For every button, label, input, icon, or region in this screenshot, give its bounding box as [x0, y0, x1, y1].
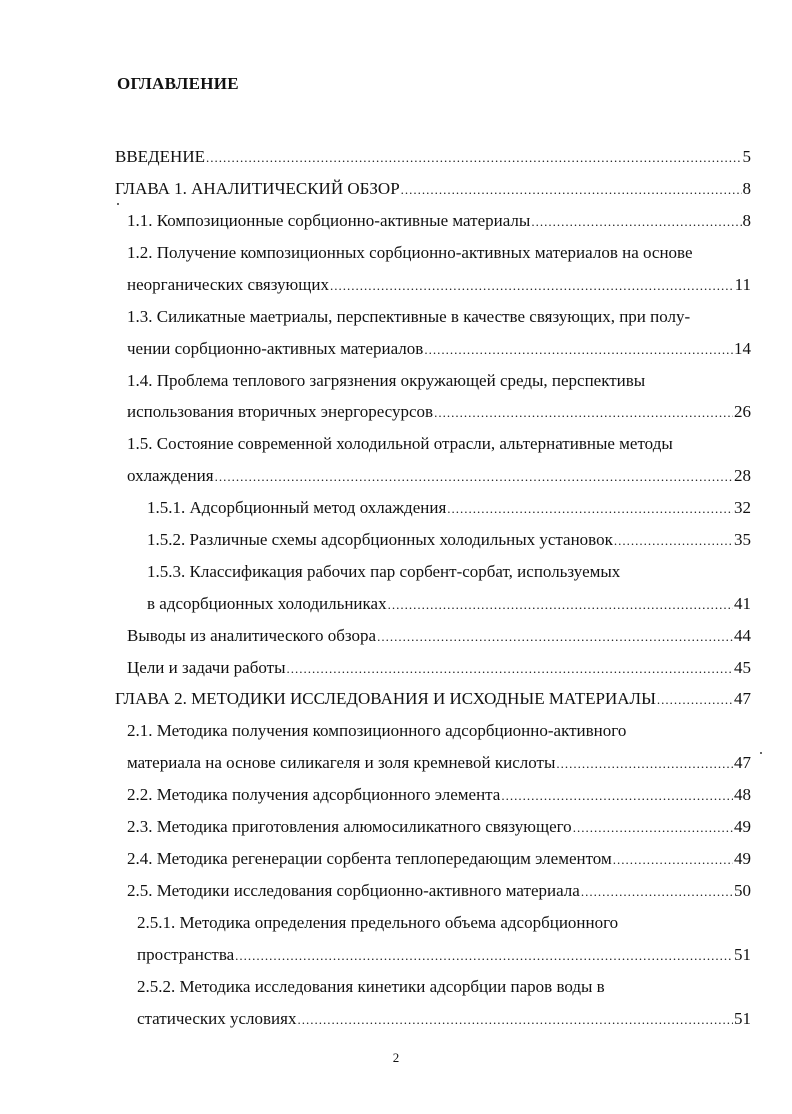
toc-entry-1-2[interactable]	[127, 274, 751, 297]
toc-entry-1-4-line1[interactable]: 1.4. Проблема теплового загрязнения окружающей среды, перспективы	[127, 371, 646, 390]
leader-dots	[657, 688, 733, 711]
leader-dots	[377, 625, 733, 648]
toc-page-number: 45	[734, 658, 751, 677]
toc-page-number: 51	[734, 1009, 751, 1028]
toc-page-number: 51	[734, 945, 751, 964]
toc-entry-1-5-1[interactable]	[147, 497, 751, 520]
leader-dots	[287, 657, 734, 680]
toc-page-number: 35	[734, 530, 751, 549]
leader-dots	[614, 529, 733, 552]
toc-entry-1-2-line1[interactable]: 1.2. Получение композиционных сорбционно-активных материалов на основе	[127, 243, 693, 262]
toc-page-number: 8	[742, 211, 751, 230]
toc-entry-text: использования вторичных энергоресурсов	[127, 402, 434, 421]
toc-entry-2-5[interactable]	[127, 880, 751, 903]
toc-entry-text: 2.2. Методика получения адсорбционного элемента	[127, 785, 501, 804]
toc-page-number: 47	[734, 753, 751, 772]
toc-entry-1-3[interactable]	[127, 338, 751, 361]
toc-entry-text: пространства	[137, 945, 235, 964]
toc-entry-text: 2.3. Методика приготовления алюмосиликатного связующего	[127, 817, 572, 836]
leader-dots	[501, 784, 733, 807]
toc-entry-text: в адсорбционных холодильниках	[147, 594, 387, 613]
toc-entry-2-5-1[interactable]	[137, 944, 751, 967]
toc-entry-2-5-2-line1[interactable]: 2.5.2. Методика исследования кинетики адсорбции паров воды в	[137, 977, 605, 996]
leader-dots	[531, 210, 741, 233]
toc-page-number: 41	[734, 594, 751, 613]
toc-entry-2-4[interactable]	[127, 848, 751, 871]
toc-page-number: 14	[734, 339, 751, 358]
leader-dots	[215, 465, 733, 488]
toc-page-number: 47	[734, 689, 751, 708]
toc-page-number: 8	[742, 179, 751, 198]
leader-dots	[388, 593, 733, 616]
toc-entry-text: ГЛАВА 1. АНАЛИТИЧЕСКИЙ ОБЗОР	[115, 179, 400, 198]
leader-dots	[206, 146, 742, 169]
toc-entry-chapter-1[interactable]	[115, 178, 751, 201]
leader-dots	[297, 1008, 733, 1031]
toc-entry-2-1-line1[interactable]: 2.1. Методика получения композиционного адсорбционно-активного	[127, 721, 627, 740]
leader-dots	[330, 274, 734, 297]
page-number: 2	[392, 1050, 400, 1065]
toc-entry-1-5-line1[interactable]: 1.5. Состояние современной холодильной отрасли, альтернативные методы	[127, 434, 673, 453]
toc-entry-2-5-1-line1[interactable]: 2.5.1. Методика определения предельного объема адсорбционного	[137, 913, 619, 932]
toc-entry-text: ГЛАВА 2. МЕТОДИКИ ИССЛЕДОВАНИЯ И ИСХОДНЫЕ МАТЕРИАЛЫ	[115, 689, 656, 708]
toc-page-number: 28	[734, 466, 751, 485]
toc-entry-2-2[interactable]	[127, 784, 751, 807]
toc-entry-2-1[interactable]	[127, 752, 751, 775]
toc-entry-text: 2.5. Методики исследования сорбционно-активного материала	[127, 881, 580, 900]
toc-page-number: 44	[734, 626, 751, 645]
toc-entry-chapter-2[interactable]	[115, 688, 751, 711]
toc-entry-1-5-2[interactable]	[147, 529, 751, 552]
toc-entry-text: 1.5.1. Адсорбционный метод охлаждения	[147, 498, 447, 517]
leader-dots	[556, 752, 733, 775]
toc-entry-2-5-2[interactable]	[137, 1008, 751, 1031]
leader-dots	[434, 401, 733, 424]
toc-entry-text: 1.5.2. Различные схемы адсорбционных холодильных установок	[147, 530, 613, 549]
toc-page-number: 5	[742, 147, 751, 166]
toc-entry-1-3-line1[interactable]: 1.3. Силикатные маетриалы, перспективные в качестве связующих, при полу-	[127, 307, 691, 326]
leader-dots	[235, 944, 733, 967]
leader-dots	[573, 816, 733, 839]
toc-entry-text: 2.4. Методика регенерации сорбента теплопередающим элементом	[127, 849, 612, 868]
toc-entry-1-5-3[interactable]	[147, 593, 751, 616]
toc-entry-text: статических условиях	[137, 1009, 297, 1028]
scan-speck	[760, 752, 762, 754]
toc-entry-1-1[interactable]	[127, 210, 751, 233]
scan-speck	[117, 203, 119, 205]
toc-entry-text: неорганических связующих	[127, 275, 329, 294]
toc-title: ОГЛАВЛЕНИЕ	[117, 74, 239, 93]
toc-page-number: 50	[734, 881, 751, 900]
toc-page-number: 49	[734, 849, 751, 868]
leader-dots	[401, 178, 742, 201]
toc-entry-text: охлаждения	[127, 466, 214, 485]
leader-dots	[581, 880, 733, 903]
toc-page-number: 48	[734, 785, 751, 804]
toc-entry-2-3[interactable]	[127, 816, 751, 839]
toc-entry-1-5-3-line1[interactable]: 1.5.3. Классификация рабочих пар сорбент-сорбат, используемых	[147, 562, 621, 581]
leader-dots	[447, 497, 733, 520]
toc-entry-1-4[interactable]	[127, 401, 751, 424]
toc-entry-text: материала на основе силикагеля и золя кремневой кислоты	[127, 753, 556, 772]
leader-dots	[613, 848, 733, 871]
toc-entry-conclusions[interactable]	[127, 625, 751, 648]
toc-entry-goals[interactable]	[127, 657, 751, 680]
toc-entry-text: Выводы из аналитического обзора	[127, 626, 377, 645]
leader-dots	[424, 338, 733, 361]
toc-entry-text: Цели и задачи работы	[127, 658, 286, 677]
toc-page-number: 32	[734, 498, 751, 517]
toc-entry-text: чении сорбционно-активных материалов	[127, 339, 424, 358]
toc-page-number: 49	[734, 817, 751, 836]
toc-entry-introduction[interactable]	[115, 146, 751, 169]
toc-entry-1-5[interactable]	[127, 465, 751, 488]
toc-entry-text: 1.1. Композиционные сорбционно-активные материалы	[127, 211, 531, 230]
toc-page-number: 11	[734, 275, 751, 294]
toc-page-number: 26	[734, 402, 751, 421]
toc-entry-text: ВВЕДЕНИЕ	[115, 147, 205, 166]
